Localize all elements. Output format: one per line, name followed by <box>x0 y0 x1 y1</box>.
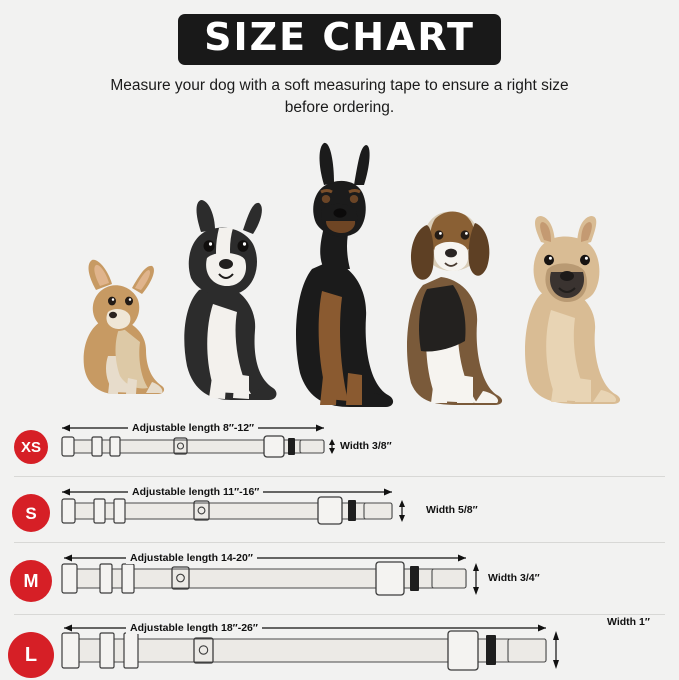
dog-boston-terrier <box>165 194 290 414</box>
boston-terrier-icon <box>165 194 290 409</box>
beagle-icon <box>385 173 515 411</box>
dog-chihuahua <box>66 256 176 406</box>
size-rows <box>0 418 679 679</box>
size-row-m <box>0 548 679 610</box>
row-divider-2 <box>14 542 665 543</box>
size-badge-l: L <box>8 632 54 678</box>
size-row-l <box>0 618 679 680</box>
length-label-l: Adjustable length 18″-26″ <box>126 622 262 634</box>
length-label-xs: Adjustable length 8″-12″ <box>128 422 258 434</box>
size-badge-s: S <box>12 494 50 532</box>
page-title: SIZE CHART <box>178 14 501 65</box>
chihuahua-icon <box>66 256 176 401</box>
page-subtitle: Measure your dog with a soft measuring tape to ensure a right size before ordering. <box>110 76 569 117</box>
french-bulldog-icon <box>505 214 630 409</box>
width-label-xs: Width 3/8″ <box>340 440 392 452</box>
dog-illustrations <box>0 124 679 424</box>
width-label-m: Width 3/4″ <box>488 572 540 584</box>
size-badge-xs: XS <box>14 430 48 464</box>
dog-french-bulldog <box>505 214 630 414</box>
width-label-l: Width 1″ <box>607 616 650 628</box>
width-label-s: Width 5/8″ <box>426 504 478 516</box>
size-badge-m: M <box>10 560 52 602</box>
row-divider-1 <box>14 476 665 477</box>
header <box>0 0 679 65</box>
size-row-xs <box>0 418 679 470</box>
dog-beagle <box>385 173 515 416</box>
length-label-s: Adjustable length 11″-16″ <box>128 486 263 498</box>
length-label-m: Adjustable length 14-20″ <box>126 552 257 564</box>
size-row-s <box>0 482 679 538</box>
row-divider-3 <box>14 614 665 615</box>
